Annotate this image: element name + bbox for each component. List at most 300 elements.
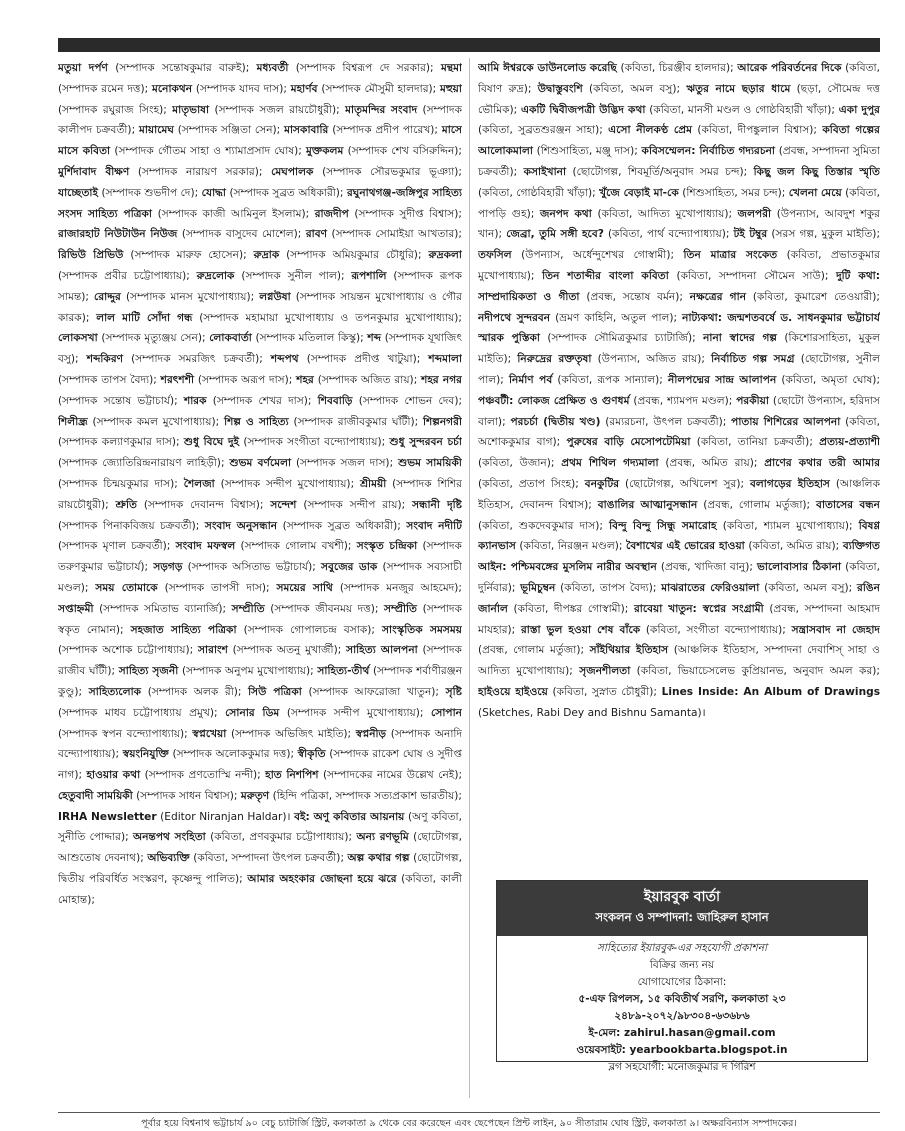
entry-title: সম্প্রীতি — [231, 602, 265, 615]
entry-detail: (সম্পাদক মৌসুমী হালদার); — [321, 82, 437, 95]
entry-detail: (ভ্রমণ কাহিনি, অতুল পাল); — [555, 311, 678, 324]
entry-detail: (কবিতা, দীপঙ্কর গোস্বামী); — [513, 602, 629, 615]
entry-title: অভিব্যক্তি — [147, 852, 190, 865]
entry-title: সম্প্রীতি — [384, 602, 418, 615]
entry-detail: (প্রবন্ধ, সম্পাদনা আহমাদ মাযহার); — [478, 602, 880, 636]
entry-title: বিষণ্ণ ক্যানভাস — [478, 519, 880, 553]
list-entry — [517, 353, 705, 365]
entry-detail: (প্রবন্ধ, শ্যামপদ মণ্ডল); — [633, 394, 733, 407]
entry-title: শ্রুতি — [115, 498, 137, 511]
entry-title: রঘুনাথগঞ্জ-জঙ্গিপুর সাহিত্য সংসদ সাহিত্য পত্রিকা — [58, 186, 462, 220]
entry-detail: (সম্পাদক সমরজিৎ চক্রবর্তী); — [131, 353, 263, 366]
entry-detail: (সম্পাদক সমিতাভ ব্যানার্জি); — [99, 602, 227, 615]
entry-title: মাঝরাতের ফেরিওয়ালা — [661, 581, 760, 594]
entry-detail: (সম্পাদক শিশির রায়চৌধুরী); — [58, 477, 462, 511]
entry-title: কবিসম্মেলন: নির্বাচিত গদ্যরচনা — [641, 145, 776, 158]
entry-detail: (সম্পাদক অনাদি বন্দ্যোপাধ্যায়); — [58, 727, 462, 761]
list-entry — [521, 624, 786, 636]
entry-title: সারাংশ — [198, 644, 228, 657]
entry-detail: (প্রবন্ধ, সন্তোষ বর্মন); — [586, 290, 683, 303]
entry-title: রুদ্রাক — [253, 249, 280, 262]
list-entry — [123, 748, 294, 760]
entry-title: কসাইখানা — [523, 165, 567, 178]
entry-title: শুধু সুন্দরবন চর্চা — [389, 436, 462, 449]
entry-title: সাংস্কৃতিক সমসময় — [382, 623, 462, 636]
entry-detail: (কবিতা, সম্পাদনা উৎপল চক্রবর্তী); — [193, 852, 345, 865]
entry-title: শহর — [296, 373, 314, 386]
list-entry — [232, 603, 379, 615]
entry-title: প্রত্যয়-প্রত্যাশী — [819, 436, 880, 449]
entry-title: লোকসখা — [58, 332, 98, 345]
entry-title: শিল্প ও সাহিত্য — [224, 415, 289, 428]
list-entry — [284, 124, 438, 136]
entry-title: নক্ষত্রের গান — [689, 290, 747, 303]
list-entry — [161, 374, 293, 386]
box-email[interactable]: ই-মেল: zahirul.hasan@gmail.com — [588, 1027, 776, 1039]
entry-detail: (সম্পাদক মতিলাল কিস্কু); — [255, 332, 364, 345]
entry-title: সাহিত্য সৃজনী — [118, 665, 179, 678]
top-rule — [58, 38, 880, 52]
list-entry — [58, 811, 290, 823]
entry-detail: (কবিতা, সুস্নাত চৌধুরী); — [552, 685, 657, 698]
entry-title: বৈশাখের এই ভোরের হাওয়া — [626, 540, 745, 553]
list-entry — [585, 478, 744, 490]
list-entry — [224, 416, 418, 428]
entry-detail: (সম্পাদক দেবানন্দ বিশ্বাস); — [143, 498, 264, 511]
list-entry — [133, 831, 352, 843]
list-entry — [478, 62, 734, 74]
entry-detail: (সম্পাদক তরুণকুমার ভট্টাচার্য); — [58, 540, 462, 574]
entry-detail: (সম্পাদক অজিত রায়); — [317, 373, 418, 386]
entry-title: মতুয়া দর্পণ — [58, 62, 108, 74]
entry-detail: (ছোটো উপন্যাস, হরিদাস বালা); — [478, 394, 880, 428]
entry-title: সিউ পত্রিকা — [248, 685, 302, 698]
list-entry — [270, 499, 405, 511]
entry-detail: (কবিতা, তাপস বৈদ্য); — [560, 581, 657, 594]
entry-detail: (সম্পাদক কল্যাণকুমার দাস); — [58, 436, 180, 449]
entry-detail: (সম্পাদক শর্বাণীরঞ্জন কুণ্ডু); — [58, 665, 462, 698]
entry-detail: (কবিতা, প্রণবকুমার চট্টোপাধ্যায়); — [210, 831, 353, 844]
entry-title: স্বপ্নখেয়া — [192, 727, 227, 740]
list-entry — [241, 790, 462, 802]
entry-title: হাইওয়ে হাইওয়ে — [478, 685, 548, 698]
entry-title: কিছু জল কিছু তিস্তার স্মৃতি — [753, 165, 880, 178]
entry-title: জেব্রা, তুমি সঙ্গী হবে? — [506, 228, 604, 241]
entry-title: স্বীকৃতি — [297, 748, 326, 761]
entry-detail: (সম্পাদক অমিয়কুমার চৌধুরি); — [286, 249, 422, 262]
entry-detail: (সম্পাদক গৌতম সাহা ও শ্যামাপ্রসাদ ঘোষ); — [114, 145, 302, 158]
box-address: ৫-এফ রিপলস, ১৫ কবিতীর্থ সরণি, কলকাতা ২৩ — [578, 993, 786, 1005]
entry-title: রঙিন জার্নাল — [478, 581, 880, 615]
list-entry — [315, 208, 462, 220]
entry-title: বাতাসের বন্ধন — [816, 498, 880, 511]
entry-title: মহুয়া — [440, 82, 462, 95]
entry-title: শিববাড়ি — [317, 394, 353, 407]
box-subtitle: সংকলন ও সম্পাদনা: জাহিরুল হাসান — [595, 910, 769, 924]
entry-detail: (সম্পাদক শুভদীপ দে); — [101, 186, 199, 199]
list-entry — [58, 416, 219, 428]
entry-title: সহজাত সাহিত্য পত্রিকা — [130, 623, 237, 636]
entry-title: হেতুবাদী সাময়িকী — [58, 789, 133, 802]
list-entry — [510, 416, 726, 428]
entry-detail: (সম্পাদক সন্দীপ মুখোপাধ্যায়); — [220, 477, 355, 490]
entry-detail: (সম্পাদক অলোককুমার দত্ত); — [172, 748, 295, 761]
entry-title: রাস্তা ভুল হওয়া শেষ বাঁকে — [520, 623, 641, 636]
list-entry — [152, 83, 287, 95]
entry-detail: (সম্পাদক স্বকৃত নোমান); — [58, 602, 462, 636]
entry-detail: (প্রবন্ধ, গোলাম মর্তুজা); — [478, 644, 585, 657]
entry-detail: (সম্পাদক সৌরভকুমার ভূঞ্যা); — [322, 165, 462, 178]
list-entry — [306, 145, 462, 157]
entry-title: অন্য রণভূমি — [356, 831, 409, 844]
entry-title: তিন শতাব্দীর বাংলা কবিতা — [542, 269, 669, 282]
entry-title: সৃষ্টি — [445, 685, 462, 698]
imprint-footer: পূর্বার হয়ে বিশ্বনাথ ভট্টাচার্য ৯০ বেচু চ্যাটার্জি স্ট্রিট, কলকাতা ৯ থেকে বের করেছেন এবং ছেপেছেন প্রিন্ট লাইন, ৯০ সীতারাম ঘোষ স্ট্রিট, কলকাতা ৯। অক্ষরবিন্যাস সম্পাদকের। — [58, 1112, 880, 1131]
entry-title: শারক — [183, 394, 207, 407]
list-entry — [176, 540, 352, 552]
entry-title: পুরুষের বাড়ি মেসোপটেমিয়া — [566, 436, 691, 449]
list-entry — [271, 166, 462, 178]
entry-detail: (ছোটোগল্প, আশুতোষ দেবনাথ); — [58, 831, 462, 865]
list-entry — [95, 582, 269, 594]
entry-title: সাহিত্যলোক — [88, 685, 142, 698]
entry-detail: (সম্পাদক সন্দীপ রায়); — [303, 498, 406, 511]
entry-detail: (কবিতা, পাপড়ি গুহ); — [478, 186, 880, 220]
entry-detail: (সম্পাদক সুনীল পাল); — [241, 269, 345, 282]
entry-title: ভূমিচুম্বন — [520, 581, 556, 594]
entry-title: সংস্কৃত চন্দ্রিকা — [356, 540, 418, 553]
entry-detail: (সম্পাদক অভিজিৎ মাইতি); — [231, 727, 352, 740]
entry-detail: (কবিতা, অমল বসু); — [589, 82, 681, 95]
entry-title: রাবেয়া খাতুন: স্বপ্নের সংগ্রামী — [633, 602, 764, 615]
list-entry — [478, 312, 677, 324]
entry-title: মাতৃমন্দির সংবাদ — [345, 103, 418, 116]
entry-title: রাজারহাট নিউটাউন নিউজ — [58, 228, 178, 241]
entry-title: শব্দ — [367, 332, 382, 345]
list-entry — [58, 228, 301, 240]
entry-detail: (কবিতা, ভিয়াচেসলেভ কুপ্রিয়ানভ, অনুবাদ অমল কর); — [636, 665, 880, 678]
entry-detail: (সম্পাদক সুব্রত অধিকারী); — [229, 186, 344, 199]
list-entry — [205, 520, 401, 532]
entry-detail: (কবিতা, সম্পাদনা সৌমেন সাউ); — [676, 269, 829, 282]
entry-detail: (প্রবন্ধ, খাদিজা বানু); — [660, 561, 753, 574]
entry-detail: (সম্পাদক রমেন দত্ত); — [58, 82, 149, 95]
entry-detail: (Sketches, Rabi Dey and Bishnu Samanta)। — [478, 706, 706, 719]
entry-detail: (সম্পাদক প্রদীপ পারেখ); — [332, 124, 438, 137]
list-entry — [661, 582, 852, 594]
entry-title: পরচর্চা (দ্বিতীয় খণ্ড) — [510, 415, 601, 428]
entry-detail: (শিশুসাহিত্য, মঞ্জু দাস); — [536, 145, 638, 158]
entry-detail: (কবিতা, শুকদেবকুমার দাস); — [478, 519, 603, 532]
entry-title: সন্ত্রাসবাদ না জেহাদ — [791, 623, 880, 636]
entry-detail: (সম্পাদক সন্তোষকুমার বারুই); — [115, 62, 250, 74]
entry-detail: (কবিতা, প্রভাতকুমার মুখোপাধ্যায়); — [478, 249, 880, 282]
entry-title: আরেক পরিবর্তনের দিকে — [737, 62, 842, 74]
list-entry — [197, 270, 345, 282]
column-divider — [469, 58, 470, 1098]
entry-detail: (সম্পাদক সুদীপ্ত বিশ্বাস); — [354, 207, 462, 220]
entry-detail: (সম্পাদক প্রণতোস্মি নন্দী); — [144, 769, 261, 782]
entry-title: অনন্তপথ সংহিতা — [133, 831, 206, 844]
entry-title: রিভিউ প্রিভিউ — [58, 249, 124, 262]
entry-title: মহার্ণব — [290, 82, 318, 95]
entry-detail: (সম্পাদক শোভন দেব); — [358, 394, 462, 407]
entry-detail: (সম্পাদক রঘুরাজ সিংহ); — [58, 103, 167, 116]
list-entry — [172, 104, 339, 116]
entry-title: সপ্তাহ্নমী — [58, 602, 94, 615]
list-entry — [119, 665, 314, 677]
entry-title: নানা স্বাদের গল্প — [703, 332, 777, 345]
list-entry — [506, 228, 729, 240]
entry-title: সাহিত্য আলপনা — [346, 644, 418, 657]
list-entry — [265, 769, 462, 781]
entry-title: এসো নীলকণ্ঠ প্রেম — [608, 124, 693, 137]
list-entry — [579, 665, 880, 677]
entry-title: স্বয়ংনিযুক্তি — [122, 748, 169, 761]
entry-detail: (সম্পাদক বাসুদেব মোশেল); — [181, 228, 302, 241]
list-entry — [147, 852, 344, 864]
entry-title: সৃজনশীলতা — [579, 665, 631, 678]
entry-title: সংবাদ মফস্বল — [175, 540, 236, 553]
entry-detail: (কবিতা, অশোককুমার বাগ); — [478, 415, 880, 449]
list-entry — [626, 540, 839, 552]
entry-detail: (সম্পাদক সায়ন্তন মুখোপাধ্যায় ও গৌর কারক); — [58, 290, 462, 324]
entry-detail: (কবিতা, আদিত্য মুখোপাধ্যায়); — [597, 207, 733, 220]
list-entry — [306, 228, 462, 240]
entry-title: আমি ঈশ্বরকে ডাউনলোড করেছি — [478, 62, 617, 74]
entry-title: জলপরী — [737, 207, 772, 220]
list-entry — [96, 312, 462, 324]
entry-title: মায়ামেঘ — [138, 124, 174, 137]
entry-title: নির্মাণ পর্ব — [508, 373, 553, 386]
entry-detail: (কবিতা, সংগীতা বন্দ্যোপাধ্যায়); — [645, 623, 786, 636]
entry-title: শিলীন্ধ্র — [58, 415, 88, 428]
box-blog-helper: ব্লগ সহযোগী: মনোজকুমার দ গিরিশ — [608, 1061, 756, 1073]
entry-detail: (সম্পাদক অতনু মুখার্জী); — [232, 644, 342, 657]
list-entry — [184, 436, 385, 448]
entry-title: বাঙালির আত্মানুসন্ধান — [597, 498, 698, 511]
list-entry — [86, 769, 260, 781]
box-title: ইয়ারবুক বার্তা — [643, 889, 721, 905]
entry-title: পাতায় শিশিরের আলপনা — [731, 415, 841, 428]
list-entry — [318, 395, 462, 407]
list-entry — [89, 686, 242, 698]
entry-title: মাতৃভাষা — [172, 103, 210, 116]
entry-title: উদ্বাস্তুবংশি — [537, 82, 583, 95]
entry-title: সংবাদ অনুসন্ধান — [204, 519, 278, 532]
entry-detail: (সম্পাদক মারুফ হোসেন); — [130, 249, 247, 262]
entry-title: শহর নগর — [421, 373, 462, 386]
entry-detail: (কবিতা, সুব্রতশুরঞ্জন সাহা); — [478, 124, 603, 137]
entry-title: অল্প কথার গল্প — [347, 852, 410, 865]
list-entry — [254, 249, 422, 261]
entry-title: রাজদীপ — [314, 207, 349, 220]
entry-title: লাল মাটি সোঁদা গন্ধ — [96, 311, 193, 324]
entry-detail: (সম্পাদক সঞ্জিতা সেন); — [177, 124, 281, 137]
entry-title: বই: অণু কবিতার আয়নায় — [294, 810, 405, 823]
list-entry — [139, 124, 280, 136]
entry-detail: (ছোটোগল্প, শিবমূর্তি/অনুবাদ সমর চন্দ); — [572, 165, 748, 178]
list-entry — [561, 457, 757, 469]
entry-title: বলাগড়ের ইতিহাস — [750, 477, 830, 490]
entry-title: কবিতা গল্পের আলোকমালা — [478, 124, 880, 158]
list-entry — [184, 395, 312, 407]
entry-title: পঞ্চবটী: লোকজ প্রেক্ষিত ও গুণধর্ম — [478, 394, 630, 407]
entry-detail: (প্রবন্ধ, গোলাম মর্তুজা); — [703, 498, 811, 511]
entry-title: মন্থমা — [440, 62, 462, 74]
list-entry — [58, 249, 247, 261]
entry-title: মরুতৃণ — [240, 789, 270, 802]
entry-detail: (কবিতা, প্রতাপ সিংহ); — [478, 477, 579, 490]
entry-title: সড়গড় — [153, 561, 183, 574]
entry-title: বিন্দু বিন্দু সিন্ধু সমারোহ — [609, 519, 717, 532]
entry-title: শরৎশশী — [160, 373, 194, 386]
entry-detail: (সম্পাদক জ্যোতিরিন্দ্রনারায়ণ লাহিড়ী); — [58, 457, 225, 470]
entry-detail: (সম্পাদক সন্তোষ ভট্টাচার্য); — [58, 394, 178, 407]
entry-detail: (সম্পাদক অশোক চট্টোপাধ্যায়); — [58, 644, 194, 657]
entry-detail: (ছোটোগল্প, অখিলেশ সুর); — [625, 477, 745, 490]
entry-detail: (সম্পাদক জীবনময় দত্ত); — [270, 602, 379, 615]
entry-detail: (সম্পাদক মৃত্যুঞ্জয় সেন); — [101, 332, 206, 345]
entry-detail: (কবিতা, দুর্নিবার); — [478, 561, 880, 594]
entry-detail: (সম্পাদক গোলাম বখশী); — [240, 540, 352, 553]
entry-title: সন্ধানী দৃষ্টি — [412, 498, 462, 511]
entry-detail: (সম্পাদক যাদব দাস); — [195, 82, 287, 95]
entry-title: শুভম বর্ণমেলা — [229, 457, 292, 470]
entry-detail: (সম্পাদক রাজীবকুমার ঘাঁটী); — [293, 415, 419, 428]
list-entry — [608, 124, 817, 136]
entry-detail: (সম্পাদক গোপালচন্দ্র বসাক); — [243, 623, 375, 636]
list-entry — [257, 62, 434, 74]
entry-title: নাট্যকথা: জন্মশতবর্ষে ড. সাধনকুমার ভট্টাচার্য স্মারক পুস্তিকা — [478, 311, 880, 345]
entry-title: নিরুদ্রের রক্ততৃষা — [517, 353, 592, 366]
entry-title: একটি দ্বিবীজপত্রী উদ্ভিদ কথা — [521, 103, 646, 116]
list-entry — [599, 187, 785, 199]
list-entry — [58, 166, 262, 178]
list-entry — [87, 353, 263, 365]
list-entry — [690, 291, 880, 303]
entry-detail: (সরস গল্প, মুকুল মাইতি); — [771, 228, 880, 241]
entry-detail: (সম্পাদক রাজীব ঘাঁটী); — [58, 644, 462, 678]
entry-detail: (সম্পাদক তাপস বৈদ্য); — [58, 373, 157, 386]
entry-title: শুধু বিঘে দুই — [183, 436, 240, 449]
entry-detail: (সম্পাদক সংগীতা বন্দ্যোপাধ্যায়); — [243, 436, 386, 449]
entry-detail: (সম্পাদক রূপক সামন্ত); — [58, 269, 462, 303]
entry-title: রাবণ — [305, 228, 328, 241]
entry-title: সোপান — [431, 706, 462, 719]
entry-title: রোদ্দুর — [94, 290, 121, 303]
entry-detail: (আঞ্চলিক ইতিহাস, সম্পাদনা দেবাশিস্ সাহা ও আদিত্য মুখোপাধ্যায়); — [478, 644, 880, 678]
list-entry — [478, 395, 732, 407]
entry-title: শ্রীময়ী — [360, 477, 387, 490]
list-entry — [598, 499, 810, 511]
list-entry — [291, 83, 437, 95]
entry-title: মুর্শিদাবাদ বীক্ষণ — [58, 165, 130, 178]
list-entry — [296, 374, 417, 386]
entry-detail: (ছড়া, সৌমেন্দ্র দত্ত ভৌমিক); — [478, 82, 880, 116]
list-entry — [58, 603, 226, 615]
list-entry — [478, 249, 674, 261]
list-entry — [192, 728, 351, 740]
list-entry — [734, 228, 880, 240]
list-entry — [524, 166, 748, 178]
entry-title: জনপদ কথা — [539, 207, 592, 220]
list-entry — [131, 624, 375, 636]
list-entry — [248, 686, 439, 698]
entry-title: Lines Inside: An Album of Drawings — [661, 685, 880, 698]
list-entry — [202, 187, 344, 199]
entry-detail: (সম্পাদক শেখ বসিরুদ্দিন); — [347, 145, 462, 158]
entry-title: যোদ্ধা — [201, 186, 226, 199]
list-entry — [520, 582, 656, 594]
list-entry — [271, 353, 420, 365]
entry-title: তফসিল — [478, 249, 512, 262]
info-box — [496, 880, 868, 1073]
entry-title: নির্বাচিত গল্প সমগ্র — [711, 353, 795, 366]
entry-detail: (সম্পাদক সাধন বিশ্বাস); — [136, 789, 238, 802]
entry-detail: (সম্পাদক যূথাজিৎ বসু); — [58, 332, 462, 366]
list-entry — [542, 270, 828, 282]
list-entry — [153, 561, 316, 573]
entry-title: শিল্পনগরী — [422, 415, 462, 428]
entry-title: ঋতুর নামে ছড়ার ধামে — [686, 82, 791, 95]
entry-title: ব্যক্তিগত আইন: পশ্চিমবঙ্গের মুসলিম নারীর অবস্থান — [478, 540, 880, 574]
list-entry — [94, 291, 254, 303]
entry-detail: (কবিতা, উজান); — [478, 457, 555, 470]
entry-detail: (প্রবন্ধ, অমিত রায়); — [665, 457, 758, 470]
entry-title: হাওয়ার কথা — [86, 769, 141, 782]
list-entry — [567, 436, 813, 448]
entry-detail: (কবিতা, বিষাণ রুদ্র); — [478, 62, 880, 95]
entry-detail: (সম্পাদক কাজী আমিনুল ইসলাম); — [157, 207, 310, 220]
entry-detail: (সম্পাদক মাধব চট্টোপাধ্যায় প্রমুখ); — [58, 706, 218, 719]
entry-detail: (উপন্যাস, অজিত রায়); — [597, 353, 705, 366]
entry-detail: (সম্পাদক মানস মুখোপাধ্যায়); — [125, 290, 255, 303]
entry-detail: (কবিতা, গোষ্ঠবিহারী খাঁড়া); — [478, 186, 596, 199]
entry-title: সন্দেশ — [270, 498, 297, 511]
list-entry — [58, 790, 237, 802]
entry-detail: (সম্পাদক অলক রী); — [147, 685, 242, 698]
entry-title: লগ্নউষা — [259, 290, 291, 303]
entry-title: শব্দমালা — [428, 353, 462, 366]
entry-title: সোনার ডিম — [225, 706, 280, 719]
list-entry — [198, 644, 341, 656]
entry-detail: (আঞ্চলিক ইতিহাস, দেবানন্দ বিশ্বাস); — [478, 477, 880, 511]
entry-title: পরকীয়া — [736, 394, 769, 407]
entry-detail: (সম্পাদক আফরোজা খাতুন); — [308, 685, 439, 698]
entry-detail: (উপন্যাস, অর্ধেন্দুশেখর গোস্বামী); — [521, 249, 675, 262]
entry-title: মাসে মাসে কবিতা — [58, 124, 462, 158]
entry-detail: (সম্পাদক কমল মুখোপাধ্যায়); — [92, 415, 220, 428]
box-website[interactable]: ওয়েবসাইট: yearbookbarta.blogspot.in — [576, 1044, 788, 1056]
entry-detail: (কবিতা, রূপক সান্যাল); — [557, 373, 663, 386]
entry-detail: (সম্পাদক রাকেশ ঘোষ ও সুদীপ্ত নাগ); — [58, 748, 462, 782]
entry-detail: (কবিতা, কুমারেশ তেওয়ারী); — [752, 290, 880, 303]
list-entry — [184, 478, 354, 490]
newsletter-page — [58, 38, 880, 1129]
entry-title: রূপশালি — [351, 269, 387, 282]
entry-detail: (সম্পাদক অনুপম মুখোপাধ্যায়); — [181, 665, 314, 678]
box-tagline: সাহিত্যের ইয়ারবুক-এর সহযোগী প্রকাশনা — [596, 942, 768, 954]
entry-title: নীলপদ্মের সান্দ্র আলাপন — [668, 373, 777, 386]
list-entry — [521, 104, 835, 116]
entry-detail: (সম্পাদক বিশ্বরূপ দে সরকার); — [295, 62, 434, 74]
box-contact-label: যোগাযোগের ঠিকানা: — [637, 976, 727, 988]
left-column — [58, 58, 462, 1098]
entry-title: সংবাদ নদীটি — [406, 519, 462, 532]
list-entry — [209, 332, 364, 344]
entry-detail: (সম্পাদক স্বপন বন্দ্যোপাধ্যায়); — [58, 727, 188, 740]
